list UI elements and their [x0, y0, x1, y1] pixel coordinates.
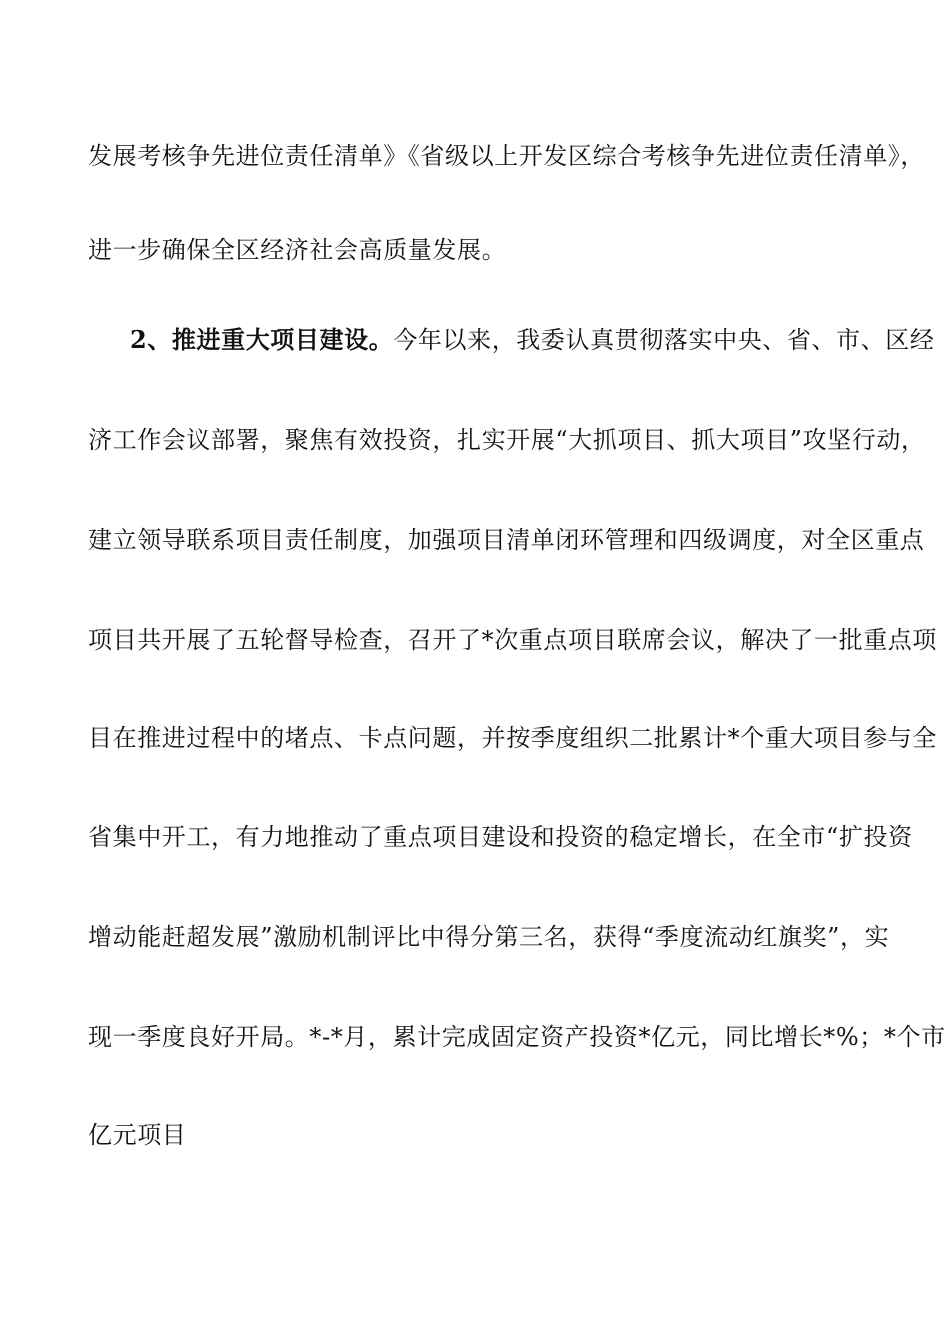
section-heading-continuation: 今年以来，我委认真贯彻落实中央、省、市、区经 [393, 326, 935, 354]
paragraph-line-4: 济工作会议部署，聚焦有效投资，扎实开展“大抓项目、抓大项目”攻坚行动， [88, 426, 926, 454]
paragraph-line-9: 增动能赶超发展”激励机制评比中得分第三名，获得“季度流动红旗奖”，实 [88, 923, 890, 951]
paragraph-line-6: 项目共开展了五轮督导检查，召开了*次重点项目联席会议，解决了一批重点项 [88, 626, 937, 654]
paragraph-line-1: 发展考核争先进位责任清单》《省级以上开发区综合考核争先进位责任清单》， [88, 142, 925, 170]
paragraph-line-3 [88, 325, 935, 355]
paragraph-line-5: 建立领导联系项目责任制度，加强项目清单闭环管理和四级调度，对全区重点 [88, 526, 925, 554]
paragraph-line-7: 目在推进过程中的堵点、卡点问题，并按季度组织二批累计*个重大项目参与全 [88, 724, 937, 752]
paragraph-line-11: 亿元项目 [88, 1121, 187, 1149]
paragraph-line-10: 现一季度良好开局。*-*月，累计完成固定资产投资*亿元，同比增长*%；*个市 [88, 1023, 946, 1051]
paragraph-line-8: 省集中开工，有力地推动了重点项目建设和投资的稳定增长，在全市“扩投资 [88, 823, 913, 851]
paragraph-line-2: 进一步确保全区经济社会高质量发展。 [88, 236, 507, 264]
section-heading: 2、推进重大项目建设。 [130, 325, 394, 354]
